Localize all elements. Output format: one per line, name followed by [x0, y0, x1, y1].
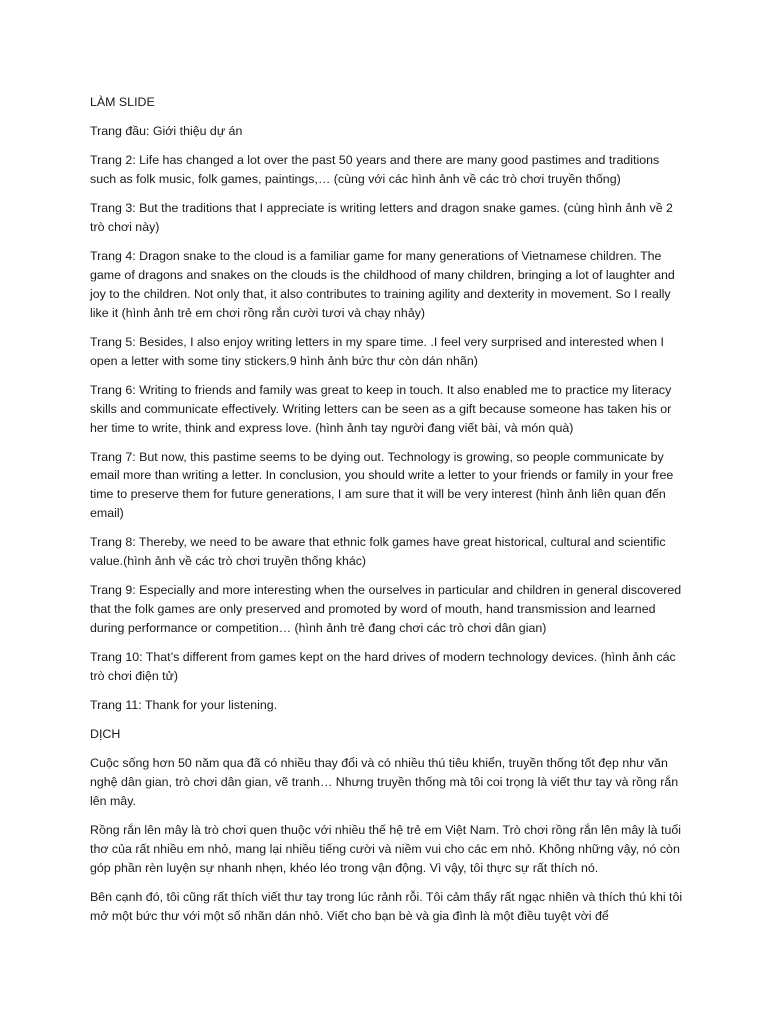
translation-paragraph-2: Rồng rắn lên mây là trò chơi quen thuộc với nhiều thế hệ trẻ em Việt Nam. Trò chơi rồng rắn lên mây là tuổi thơ của rất nhiều em nhỏ, mang lại nhiều tiếng cười và niềm vui cho các em nhỏ. Không những vậy, nó còn góp phần rèn luyện sự nhanh nhẹn, khéo léo trong vận động. Vì vậy, tôi thực sự rất thích nó.	[90, 823, 681, 875]
slide-note-7: Trang 7: But now, this pastime seems to be dying out. Technology is growing, so people communicate by email more than writing a letter. In conclusion, you should write a letter to your friends or family in your free time to preserve them for future generations, I am sure that it will be very interest (hình ảnh liên quan đến email)	[90, 449, 674, 521]
translation-paragraph-1: Cuộc sống hơn 50 năm qua đã có nhiều thay đổi và có nhiều thú tiêu khiển, truyền thống tốt đẹp như văn nghệ dân gian, trò chơi dân gian, vẽ tranh… Nhưng truyền thống mà tôi coi trọng là viết thư tay và rồng rắn lên mây.	[90, 756, 679, 808]
slide-note-3: Trang 3: But the traditions that I appreciate is writing letters and dragon snake games. (cùng hình ảnh về 2 trò chơi này)	[90, 201, 673, 235]
translation-paragraph-3: Bên cạnh đó, tôi cũng rất thích viết thư tay trong lúc rảnh rỗi. Tôi cảm thấy rất ngạc nhiên và thích thú khi tôi mở một bức thư với một số nhãn dán nhỏ. Viết cho bạn bè và gia đình là một điều tuyệt vời để	[90, 889, 683, 923]
slide-note-intro: Trang đầu: Giới thiệu dự án	[90, 124, 243, 139]
document-heading: LÀM SLIDE	[90, 95, 155, 109]
slide-note-8: Trang 8: Thereby, we need to be aware that ethnic folk games have great historical, cultural and scientific value.(hình ảnh về các trò chơi truyền thống khác)	[90, 535, 666, 569]
slide-note-9: Trang 9: Especially and more interesting when the ourselves in particular and children in general discovered that the folk games are only preserved and promoted by word of mouth, hand transmission and learned during performance or competition… (hình ảnh trẻ đang chơi các trò chơi dân gian)	[90, 583, 682, 635]
translation-heading: DỊCH	[90, 727, 121, 742]
slide-note-2: Trang 2: Life has changed a lot over the past 50 years and there are many good pastimes and traditions such as folk music, folk games, paintings,… (cùng với các hình ảnh về các trò chơi truyền thống)	[90, 153, 660, 187]
slide-note-11: Trang 11: Thank for your listening.	[90, 698, 278, 713]
slide-note-4: Trang 4: Dragon snake to the cloud is a familiar game for many generations of Vietnamese children. The game of dragons and snakes on the clouds is the childhood of many children, bringing a lot of laughter and joy to the children. Not only that, it also contributes to training agility and dexterity in movement. So I really like it (hình ảnh trẻ em chơi rồng rắn cười tươi và chạy nhảy)	[90, 249, 675, 320]
document-body	[90, 93, 685, 936]
slide-note-10: Trang 10: That’s different from games kept on the hard drives of modern technology devices. (hình ảnh các trò chơi điện tử)	[90, 650, 676, 683]
slide-note-6: Trang 6: Writing to friends and family was great to keep in touch. It also enabled me to practice my literacy skills and communicate effectively. Writing letters can be seen as a gift because someone has taken his or her time to write, think and express love. (hình ảnh tay người đang viết bài, và món quà)	[90, 382, 672, 435]
slide-note-5: Trang 5: Besides, I also enjoy writing letters in my spare time. .I feel very surprised and interested when I open a letter with some tiny stickers.9 hình ảnh bức thư còn dán nhãn)	[90, 334, 664, 368]
